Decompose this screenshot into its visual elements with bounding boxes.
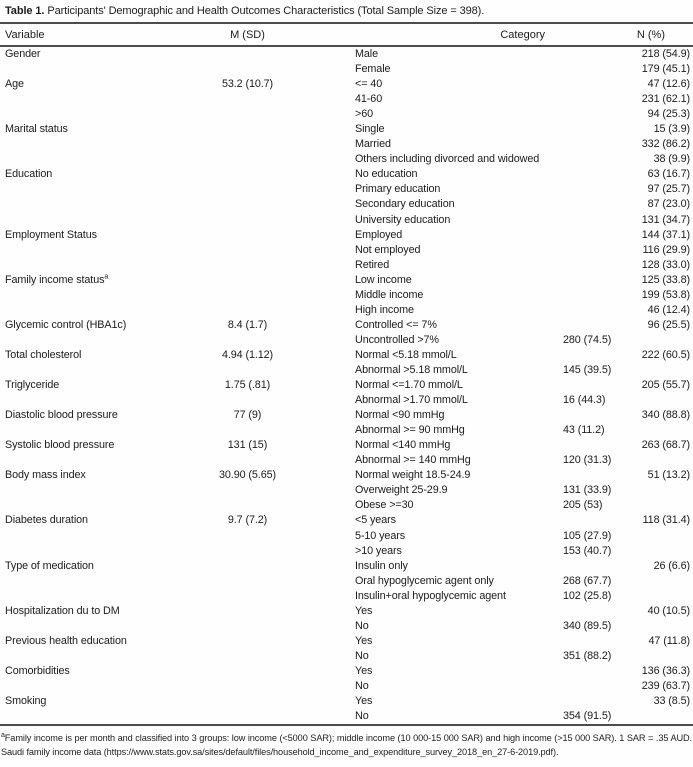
n-percent-cell: 118 (31.4) [642, 514, 690, 527]
variable-cell [0, 213, 205, 228]
table-row [0, 122, 693, 137]
variable-cell: Comorbidities [5, 664, 70, 677]
mean-sd-cell: 8.4 (1.7) [227, 318, 268, 331]
mean-sd-cell [205, 423, 300, 438]
table-row [0, 589, 693, 604]
table-row [0, 333, 693, 348]
table-caption [0, 0, 693, 22]
mean-sd-cell [205, 243, 300, 258]
n-percent-cell: 354 (91.5) [563, 710, 612, 723]
category-cell: Uncontrolled >7% [355, 333, 439, 346]
footnote-text: Family income is per month and classified into 3 groups: low income (<5000 SAR); middle income (10 000-15 000 SAR) and high income (>15 000 SAR). 1 SAR = .35 AUD. Saudi family income data (https://www.stats.gov.sa/sites/default/files/household_income_and_expenditure_survey_2018_en_27-6-2019.pdf). [1, 733, 692, 757]
n-percent-cell: 205 (55.7) [641, 379, 690, 392]
variable-cell: Gender [5, 48, 41, 60]
n-percent-cell: 268 (67.7) [563, 574, 612, 587]
table-row [0, 363, 693, 378]
category-cell: Yes [355, 604, 373, 617]
n-percent-cell: 125 (33.8) [641, 273, 690, 286]
category-cell: Single [355, 123, 385, 136]
category-cell: 41-60 [355, 93, 383, 106]
mean-sd-cell [205, 137, 300, 152]
variable-cell: Hospitalization du to DM [5, 604, 120, 617]
column-header-variable: Variable [5, 28, 45, 41]
variable-cell: Family income status$^a$ [5, 273, 109, 286]
mean-sd-cell [205, 393, 300, 408]
mean-sd-cell [205, 589, 300, 604]
n-percent-cell: 199 (53.8) [641, 288, 690, 301]
n-percent-cell: 340 (88.8) [641, 409, 690, 422]
category-cell: Oral hypoglycemic agent only [355, 574, 494, 587]
table-row [0, 498, 693, 513]
category-cell: Middle income [355, 288, 424, 301]
category-cell: Yes [355, 695, 373, 708]
variable-cell [0, 574, 205, 589]
category-cell: Yes [355, 664, 373, 677]
mean-sd-cell: 131 (15) [227, 439, 268, 452]
variable-cell: Type of medication [5, 559, 94, 572]
mean-sd-cell [205, 122, 300, 137]
mean-sd-cell [205, 228, 300, 243]
n-percent-cell: 38 (9.9) [653, 153, 690, 166]
variable-cell [0, 453, 205, 468]
category-cell: No [355, 710, 369, 723]
category-cell: Abnormal >5.18 mmol/L [355, 363, 468, 376]
n-percent-cell: 94 (25.3) [647, 108, 690, 121]
mean-sd-cell: 9.7 (7.2) [227, 514, 268, 527]
mean-sd-cell [205, 152, 300, 167]
mean-sd-cell [205, 213, 300, 228]
n-percent-cell: 239 (63.7) [641, 679, 690, 692]
n-percent-cell: 15 (3.9) [653, 123, 690, 136]
n-percent-cell: 47 (12.6) [647, 78, 690, 91]
table-row [0, 393, 693, 408]
table-row [0, 709, 693, 724]
mean-sd-cell [205, 453, 300, 468]
n-percent-cell: 102 (25.8) [563, 589, 612, 602]
variable-cell: Glycemic control (HBA1c) [5, 318, 127, 331]
variable-cell [0, 107, 205, 122]
category-cell: Retired [355, 258, 390, 271]
table-row [0, 213, 693, 228]
category-cell: High income [355, 303, 414, 316]
variable-cell [0, 589, 205, 604]
table-row [0, 574, 693, 589]
mean-sd-cell [205, 363, 300, 378]
variable-cell: Marital status [5, 123, 68, 136]
table-row [0, 152, 693, 167]
variable-cell [0, 92, 205, 107]
table-caption-label: Table 1. [5, 5, 45, 17]
variable-cell: Age [5, 78, 24, 91]
table-row [0, 408, 693, 423]
mean-sd-cell [205, 559, 300, 574]
category-cell: No [355, 649, 369, 662]
n-percent-cell: 351 (88.2) [563, 649, 612, 662]
mean-sd-cell [205, 167, 300, 182]
category-cell: No education [355, 168, 418, 181]
variable-cell [0, 62, 205, 77]
variable-cell [0, 544, 205, 559]
variable-cell: Smoking [5, 695, 47, 708]
mean-sd-cell: 1.75 (.81) [224, 379, 271, 392]
variable-cell: Systolic blood pressure [5, 439, 115, 452]
table-row [0, 258, 693, 273]
table-body [0, 47, 693, 724]
variable-cell: Education [5, 168, 53, 181]
table-row [0, 62, 693, 77]
variable-cell [0, 498, 205, 513]
n-percent-cell: 51 (13.2) [647, 469, 690, 482]
n-percent-cell: 128 (33.0) [641, 258, 690, 271]
table-row [0, 243, 693, 258]
n-percent-cell: 43 (11.2) [563, 424, 605, 437]
mean-sd-cell [205, 107, 300, 122]
category-cell: Abnormal >1.70 mmol/L [355, 394, 468, 407]
table-row [0, 694, 693, 709]
n-percent-cell: 205 (53) [563, 499, 603, 512]
table-row [0, 544, 693, 559]
n-percent-cell: 105 (27.9) [563, 529, 612, 542]
table-row [0, 228, 693, 243]
table-row [0, 107, 693, 122]
table-caption-text: Participants' Demographic and Health Outcomes Characteristics (Total Sample Size = 398). [47, 5, 485, 17]
table-header-row [0, 24, 693, 45]
category-cell: No [355, 679, 369, 692]
n-percent-cell: 280 (74.5) [563, 333, 612, 346]
mean-sd-cell [205, 197, 300, 212]
category-cell: >60 [355, 108, 374, 121]
variable-cell [0, 137, 205, 152]
mean-sd-cell [205, 258, 300, 273]
mean-sd-cell [205, 47, 300, 62]
mean-sd-cell [205, 333, 300, 348]
variable-cell [0, 152, 205, 167]
variable-cell [0, 303, 205, 318]
category-cell: <= 40 [355, 78, 383, 91]
table-row [0, 634, 693, 649]
mean-sd-cell [205, 604, 300, 619]
mean-sd-cell [205, 619, 300, 634]
table-row [0, 619, 693, 634]
n-percent-cell: 263 (68.7) [641, 439, 690, 452]
mean-sd-cell: 4.94 (1.12) [221, 348, 274, 361]
n-percent-cell: 96 (25.5) [647, 318, 690, 331]
category-cell: Controlled <= 7% [355, 318, 437, 331]
n-percent-cell: 131 (34.7) [641, 213, 690, 226]
mean-sd-cell [205, 92, 300, 107]
variable-cell: Diastolic blood pressure [5, 409, 118, 422]
table-row [0, 47, 693, 62]
variable-cell: Employment Status [5, 228, 97, 241]
table-row [0, 288, 693, 303]
n-percent-cell: 16 (44.3) [563, 394, 606, 407]
table-row [0, 378, 693, 393]
n-percent-cell: 87 (23.0) [647, 198, 690, 211]
variable-cell: Triglyceride [5, 379, 60, 392]
category-cell: Normal <140 mmHg [355, 439, 451, 452]
n-percent-cell: 33 (8.5) [653, 695, 690, 708]
mean-sd-cell [205, 483, 300, 498]
n-percent-cell: 222 (60.5) [641, 348, 690, 361]
n-percent-cell: 131 (33.9) [563, 484, 612, 497]
table-row [0, 483, 693, 498]
table-row [0, 273, 693, 288]
table-row [0, 664, 693, 679]
variable-cell: Diabetes duration [5, 514, 88, 527]
n-percent-cell: 97 (25.7) [647, 183, 690, 196]
table-row [0, 604, 693, 619]
mean-sd-cell [205, 649, 300, 664]
column-header-msd: M (SD) [230, 28, 265, 41]
category-cell: Female [355, 63, 391, 76]
category-cell: Insulin only [355, 559, 408, 572]
category-cell: Abnormal >= 140 mmHg [355, 454, 471, 467]
mean-sd-cell [205, 544, 300, 559]
variable-cell [0, 182, 205, 197]
mean-sd-cell [205, 273, 300, 288]
category-cell: Abnormal >= 90 mmHg [355, 424, 465, 437]
n-percent-cell: 145 (39.5) [563, 363, 612, 376]
n-percent-cell: 120 (31.3) [563, 454, 612, 467]
category-cell: No [355, 619, 369, 632]
mean-sd-cell [205, 709, 300, 724]
variable-cell [0, 288, 205, 303]
table-row [0, 468, 693, 483]
n-percent-cell: 136 (36.3) [641, 664, 690, 677]
table-row [0, 529, 693, 544]
table-row [0, 423, 693, 438]
n-percent-cell: 47 (11.8) [648, 634, 690, 647]
table-row [0, 77, 693, 92]
variable-footnote-marker: a [104, 273, 109, 281]
table-row [0, 438, 693, 453]
category-cell: Normal weight 18.5-24.9 [355, 469, 471, 482]
mean-sd-cell [205, 694, 300, 709]
category-cell: Employed [355, 228, 403, 241]
category-cell: Married [355, 138, 391, 151]
n-percent-cell: 26 (6.6) [653, 559, 690, 572]
variable-cell [0, 197, 205, 212]
category-cell: Male [355, 48, 379, 60]
variable-cell: Previous health education [5, 634, 127, 647]
n-percent-cell: 116 (29.9) [642, 243, 690, 256]
category-cell: Low income [355, 273, 412, 286]
variable-cell [0, 333, 205, 348]
table-row [0, 137, 693, 152]
variable-cell [0, 483, 205, 498]
category-cell: 5-10 years [355, 529, 406, 542]
mean-sd-cell: 30.90 (5.65) [218, 469, 277, 482]
mean-sd-cell [205, 288, 300, 303]
footnote-marker: a [1, 732, 5, 740]
variable-cell [0, 423, 205, 438]
mean-sd-cell [205, 574, 300, 589]
n-percent-cell: 46 (12.4) [647, 303, 690, 316]
mean-sd-cell [205, 634, 300, 649]
category-cell: <5 years [355, 514, 396, 527]
column-header-category: Category [500, 28, 545, 41]
category-cell: Primary education [355, 183, 441, 196]
mean-sd-cell [205, 182, 300, 197]
table-row [0, 182, 693, 197]
n-percent-cell: 231 (62.1) [641, 93, 690, 106]
table-row [0, 453, 693, 468]
variable-cell [0, 709, 205, 724]
column-header-n-percent: N (%) [636, 28, 665, 41]
table-row [0, 92, 693, 107]
variable-cell [0, 393, 205, 408]
variable-cell [0, 619, 205, 634]
category-cell: University education [355, 213, 451, 226]
table-row [0, 649, 693, 664]
table-row [0, 303, 693, 318]
category-cell: Overweight 25-29.9 [355, 484, 448, 497]
mean-sd-cell [205, 664, 300, 679]
category-cell: Not employed [355, 243, 421, 256]
n-percent-cell: 63 (16.7) [647, 168, 690, 181]
category-cell: >10 years [355, 544, 402, 557]
table-row [0, 559, 693, 574]
variable-cell [0, 679, 205, 694]
n-percent-cell: 332 (86.2) [641, 138, 690, 151]
mean-sd-cell [205, 529, 300, 544]
category-cell: Normal <5.18 mmol/L [355, 348, 457, 361]
category-cell: Yes [355, 634, 373, 647]
variable-cell [0, 363, 205, 378]
category-cell: Insulin+oral hypoglycemic agent [355, 589, 506, 602]
n-percent-cell: 218 (54.9) [641, 48, 690, 60]
n-percent-cell: 40 (10.5) [647, 604, 690, 617]
category-cell: Others including divorced and widowed [355, 153, 540, 166]
table-row [0, 348, 693, 363]
table-row [0, 197, 693, 212]
mean-sd-cell [205, 498, 300, 513]
mean-sd-cell: 53.2 (10.7) [221, 78, 274, 91]
category-cell: Normal <=1.70 mmol/L [355, 379, 463, 392]
n-percent-cell: 179 (45.1) [641, 63, 690, 76]
n-percent-cell: 340 (89.5) [563, 619, 612, 632]
mean-sd-cell [205, 303, 300, 318]
n-percent-cell: 144 (37.1) [641, 228, 690, 241]
variable-cell: Body mass index [5, 469, 86, 482]
n-percent-cell: 153 (40.7) [563, 544, 612, 557]
category-cell: Secondary education [355, 198, 455, 211]
variable-cell [0, 258, 205, 273]
footnote [0, 726, 693, 759]
category-cell: Obese >=30 [355, 499, 414, 512]
mean-sd-cell [205, 679, 300, 694]
table-row [0, 679, 693, 694]
mean-sd-cell [205, 62, 300, 77]
variable-cell [0, 529, 205, 544]
table-row [0, 513, 693, 528]
mean-sd-cell: 77 (9) [233, 409, 262, 422]
variable-cell: Total cholesterol [5, 348, 82, 361]
table-row [0, 318, 693, 333]
variable-cell [0, 649, 205, 664]
category-cell: Normal <90 mmHg [355, 409, 445, 422]
table-row [0, 167, 693, 182]
variable-cell [0, 243, 205, 258]
